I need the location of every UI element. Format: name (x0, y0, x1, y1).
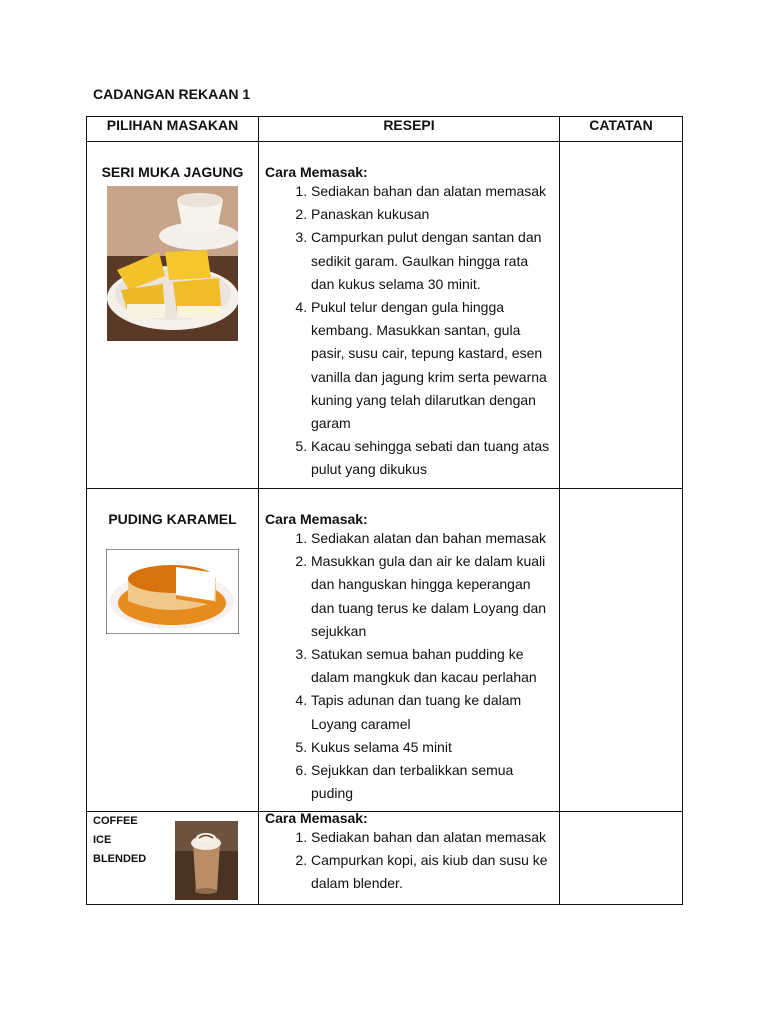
seri-muka-image (107, 186, 238, 341)
dish-cell (87, 142, 259, 489)
dish-name-line: COFFEE (93, 815, 138, 827)
recipe-step: 6. Sejukkan dan terbalikkan semua puding (311, 759, 555, 805)
notes-cell[interactable] (560, 812, 683, 905)
dish-name: SERI MUKA JAGUNG (101, 164, 244, 180)
recipe-step: 3. Satukan semua bahan pudding ke dalam mangkuk dan kacau perlahan (311, 643, 555, 689)
puding-karamel-image (106, 549, 239, 634)
dish-name: PUDING KARAMEL (108, 511, 237, 527)
method-label: Cara Memasak: (265, 164, 368, 180)
recipe-step: 3. Campurkan pulut dengan santan dan sedikit garam. Gaulkan hingga rata dan kukus selama 30 minit. (311, 226, 555, 296)
recipe-step: 1. Sediakan bahan dan alatan memasak (311, 180, 555, 203)
recipe-step: 4. Pukul telur dengan gula hingga kembang. Masukkan santan, gula pasir, susu cair, tepung kastard, esen vanilla dan jagung krim serta pewarna kuning yang telah dilarutkan dengan garam (311, 296, 555, 435)
header-recipe: RESEPI (259, 117, 560, 142)
recipe-table (86, 116, 683, 905)
recipe-step: 2. Masukkan gula dan air ke dalam kuali dan hanguskan hingga keperangan dan tuang terus ke dalam Loyang dan sejukkan (311, 550, 555, 643)
recipe-steps (265, 527, 555, 805)
method-label: Cara Memasak: (265, 511, 368, 527)
dish-name (93, 812, 146, 869)
coffee-ice-blended-image (175, 821, 238, 900)
table-row (87, 142, 683, 489)
recipe-steps (265, 180, 555, 482)
header-dish-choice: PILIHAN MASAKAN (87, 117, 259, 142)
recipe-step: 1. Sediakan bahan dan alatan memasak (311, 826, 555, 849)
recipe-step: 2. Panaskan kukusan (311, 203, 555, 226)
notes-cell[interactable] (560, 142, 683, 489)
table-row (87, 489, 683, 812)
table-row (87, 812, 683, 905)
dish-cell (87, 812, 259, 905)
recipe-step: 4. Tapis adunan dan tuang ke dalam Loyang caramel (311, 689, 555, 735)
dish-name-line: ICE (93, 834, 112, 846)
recipe-steps (265, 826, 555, 896)
recipe-step: 5. Kacau sehingga sebati dan tuang atas pulut yang dikukus (311, 435, 555, 481)
recipe-cell (259, 142, 560, 489)
dish-name-line: BLENDED (93, 853, 147, 865)
table-header-row (87, 117, 683, 142)
recipe-cell (259, 489, 560, 812)
notes-cell[interactable] (560, 489, 683, 812)
header-notes: CATATAN (560, 117, 683, 142)
recipe-step: 5. Kukus selama 45 minit (311, 736, 555, 759)
document-title: CADANGAN REKAAN 1 (93, 86, 251, 102)
method-label: Cara Memasak: (265, 810, 368, 826)
recipe-step: 1. Sediakan alatan dan bahan memasak (311, 527, 555, 550)
dish-cell (87, 489, 259, 812)
recipe-cell (259, 812, 560, 905)
recipe-step: 2. Campurkan kopi, ais kiub dan susu ke dalam blender. (311, 849, 555, 895)
